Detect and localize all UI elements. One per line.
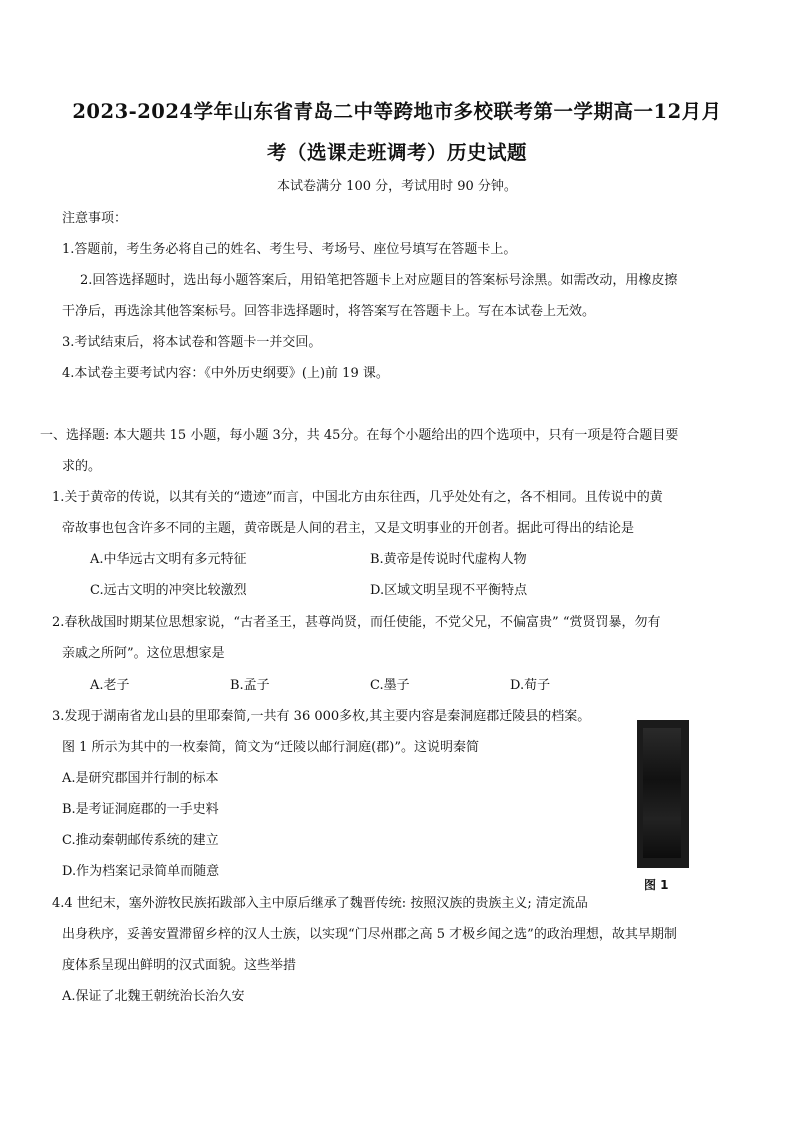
question-4-option-a: A.保证了北魏王朝统治长治久安 bbox=[62, 989, 245, 1004]
question-3-stem-cont: 图 1 所示为其中的一枚秦简，简文为“迁陵以邮行洞庭(郡)”。这说明秦简 bbox=[62, 740, 479, 755]
note-item: 2.回答选择题时，选出每小题答案后，用铅笔把答题卡上对应题目的答案标号涂黑。如需改动，用橡皮擦 bbox=[80, 273, 678, 288]
page-title-line2: 考（选课走班调考）历史试题 bbox=[266, 141, 527, 164]
question-1-option-d: D.区域文明呈现不平衡特点 bbox=[370, 583, 528, 598]
question-3-option-b: B.是考证洞庭郡的一手史料 bbox=[62, 802, 219, 817]
question-1-stem-cont: 帝故事也包含许多不同的主题，黄帝既是人间的君主，又是文明事业的开创者。据此可得出的结论是 bbox=[62, 521, 635, 536]
question-1-option-b: B.黄帝是传说时代虚构人物 bbox=[370, 552, 527, 567]
question-4-stem-cont: 度体系呈现出鲜明的汉式面貌。这些举措 bbox=[62, 958, 297, 973]
question-2-option-b: B.孟子 bbox=[230, 678, 270, 693]
question-2-option-c: C.墨子 bbox=[370, 678, 410, 693]
bamboo-slip-image bbox=[643, 728, 681, 858]
question-1-stem: 1.关于黄帝的传说，以其有关的“遗迹”而言，中国北方由东往西，几乎处处有之，各不相同。且传说中的黄 bbox=[52, 490, 663, 505]
question-1-option-c: C.远古文明的冲突比较激烈 bbox=[90, 583, 247, 598]
question-3-option-a: A.是研究郡国并行制的标本 bbox=[62, 771, 219, 786]
page-title-line1: 2023-2024学年山东省青岛二中等跨地市多校联考第一学期高一12月月 bbox=[72, 100, 722, 123]
question-2-option-a: A.老子 bbox=[90, 678, 130, 693]
note-item: 干净后，再选涂其他答案标号。回答非选择题时，将答案写在答题卡上。写在本试卷上无效。 bbox=[62, 304, 596, 319]
notes-heading: 注意事项： bbox=[62, 211, 128, 226]
question-3-stem: 3.发现于湖南省龙山县的里耶秦简,一共有 36 000多枚,其主要内容是秦洞庭郡迁陵县的档案。 bbox=[52, 709, 591, 724]
question-2-stem: 2.春秋战国时期某位思想家说，“古者圣王，甚尊尚贤，而任使能，不党父兄，不偏富贵” “赏贤罚暴，勿有 bbox=[52, 615, 661, 630]
question-4-stem-cont: 出身秩序，妥善安置滞留乡梓的汉人士族，以实现“门尽州郡之高 5 才极乡闻之选”的政治理想，故其早期制 bbox=[62, 927, 677, 942]
section-heading-cont: 求的。 bbox=[62, 459, 102, 474]
note-item: 4.本试卷主要考试内容：《中外历史纲要》(上)前 19 课。 bbox=[62, 366, 389, 381]
question-3-option-d: D.作为档案记录简单而随意 bbox=[62, 864, 220, 879]
question-1-option-a: A.中华远古文明有多元特征 bbox=[90, 552, 247, 567]
question-2-stem-cont: 亲戚之所阿”。这位思想家是 bbox=[62, 646, 225, 661]
question-2-option-d: D.荀子 bbox=[510, 678, 551, 693]
note-item: 1.答题前，考生务必将自己的姓名、考生号、考场号、座位号填写在答题卡上。 bbox=[62, 242, 517, 257]
section-heading: 一、选择题: 本大题共 15 小题，每小题 3分，共 45分。在每个小题给出的四个选项中，只有一项是符合题目要 bbox=[40, 428, 679, 443]
question-4-stem: 4.4 世纪末，塞外游牧民族拓跋部入主中原后继承了魏晋传统: 按照汉族的贵族主义; 清定流品 bbox=[52, 896, 588, 911]
exam-subtitle: 本试卷满分 100 分，考试用时 90 分钟。 bbox=[277, 179, 517, 194]
qin-bamboo-slip-figure bbox=[637, 720, 689, 868]
figure-caption: 图 1 bbox=[644, 878, 669, 892]
note-item: 3.考试结束后，将本试卷和答题卡一并交回。 bbox=[62, 335, 322, 350]
question-3-option-c: C.推动秦朝邮传系统的建立 bbox=[62, 833, 219, 848]
